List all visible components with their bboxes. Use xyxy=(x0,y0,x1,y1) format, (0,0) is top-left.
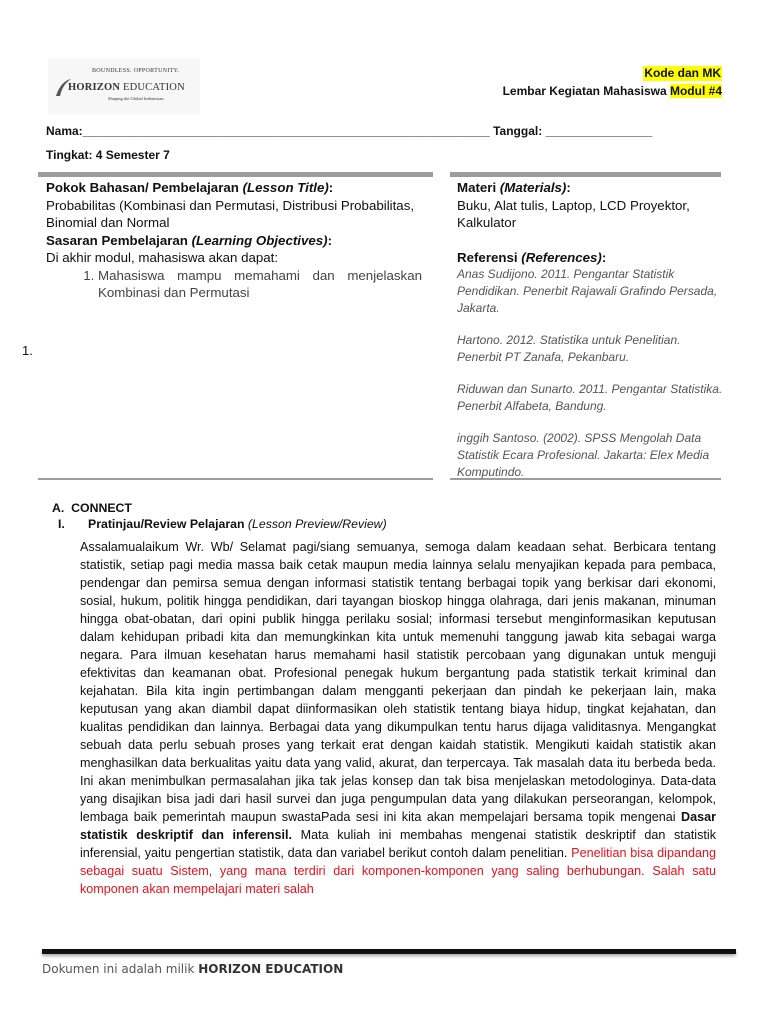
sasaran-intro: Di akhir modul, mahasiswa akan dapat: xyxy=(46,250,279,265)
footer-ownership: Dokumen ini adalah milik HORIZON EDUCATION xyxy=(42,962,344,976)
footer-divider xyxy=(42,949,736,954)
lesson-info xyxy=(46,179,422,302)
stray-list-number: 1. xyxy=(22,343,33,358)
materi-heading: Materi (Materials): xyxy=(457,180,571,195)
pokok-heading: Pokok Bahasan/ Pembelajaran (Lesson Title): xyxy=(46,180,334,195)
objective-item: 1. Mahasiswa mampu memahami dan menjelaskan Kombinasi dan Permutasi xyxy=(98,267,422,302)
left-top-bar xyxy=(38,172,433,177)
reference-item: Anas Sudijono. 2011. Pengantar Statistik Pendidikan. Penerbit Rajawali Grafindo Persada, Jakarta. xyxy=(457,267,718,315)
logo-brand: HORIZON EDUCATION xyxy=(68,82,185,93)
left-bottom-bar xyxy=(38,478,433,480)
logo-subline: Shaping the Global Indonesian xyxy=(108,96,164,101)
reference-item: Hartono. 2012. Statistika untuk Penelitian. Penerbit PT Zanafa, Pekanbaru. xyxy=(457,333,681,364)
pokok-text: Probabilitas (Kombinasi dan Permutasi, Distribusi Probabilitas, Binomial dan Normal xyxy=(46,197,415,230)
logo-tagline: BOUNDLESS. OPPORTUNITY. xyxy=(92,68,180,74)
sasaran-heading: Sasaran Pembelajaran (Learning Objectives): xyxy=(46,232,333,248)
kode-mk: Kode dan MK xyxy=(644,66,721,80)
highlighted-red-text: Penelitian bisa dipandang sebagai suatu Sistem, yang mana terdiri dari komponen-komponen yang saling berhubungan. Salah satu komponen akan mempelajari materi salah xyxy=(80,846,717,896)
materials-references xyxy=(457,179,725,496)
subsection-review-heading: I. Pratinjau/Review Pelajaran (Lesson Preview/Review) xyxy=(58,517,387,531)
reference-item: Riduwan dan Sunarto. 2011. Pengantar Statistika. Penerbit Alfabeta, Bandung. xyxy=(457,382,723,413)
modul-number: Modul #4 xyxy=(669,84,722,98)
referensi-heading: Referensi (References): xyxy=(457,249,607,265)
reference-list xyxy=(457,266,725,481)
right-top-bar xyxy=(450,172,721,177)
horizon-education-logo xyxy=(48,58,200,114)
materi-text: Buku, Alat tulis, Laptop, LCD Proyektor, Kalkulator xyxy=(457,197,690,230)
section-connect-heading: A. CONNECT xyxy=(52,501,132,515)
reference-item: inggih Santoso. (2002). SPSS Mengolah Data Statistik Ecara Profesional. Jakarta: Elex Media Komputindo. xyxy=(457,431,710,479)
review-paragraph: Assalamualaikum Wr. Wb/ Selamat pagi/siang semuanya, semoga dalam keadaan sehat. Berbicara tentang statistik, setiap pagi media massa baik cetak maupun media lainnya selalu menyajikan kepada para pembaca, pendengar dan pemirsa semua dengan informasi statistik tentang berbagai topik yang berkisar dari ekonomi, sosial, hukum, politik hingga pendidikan, dari tayangan bioskop hingga olahraga, dari jenis makanan, minuman hingga obat-obatan, dari opini publik hingga perilaku sosial; informasi tersebut menginformasikan keputusan dalam kehidupan pribadi kita dan memungkinkan kita untuk memenuhi tanggung jawab kita sebagai warga negara. Para ilmuan kesehatan harus memahami hasil statistik percobaan yang digunakan untuk menguji efektivitas dan keamanan obat. Profesional penegak hukum bergantung pada statistik terkait kriminal dan kejahatan. Bila kita ingin pertimbangan dalam mengganti pekerjaan dan pindah ke pekerjaan lain, maka keputusan yang akan diambil dapat diinformasikan oleh statistik tentang biaya hidup, tingkat kejahatan, dan kualitas pendidikan dan lainnya. Berbagai data yang dikumpulkan tentu harus dijaga validitasnya. Mengangkat sebuah data perlu sebuah proses yang terkait erat dengan kaidah statistik. Mengikuti kaidah statistik akan menghasilkan data berkualitas yaitu data yang valid, akurat, dan terpercaya. Tak masalah data itu berbeda beda. Ini akan menimbulkan permasalahan jika tak jelas konsep dan tak bisa menjelaskan metodologinya. Data-data yang disajikan bisa jadi dari hasil survei dan juga pengumpulan data yang dilakukan perseorangan, kelompok, lembaga baik pemerintah maupun swastaPada sesi ini kita akan mempelajari bersama topik mengenai Dasar statistik deskriptif dan inferensil. Mata kuliah ini membahas mengenai statistik deskriptif dan statistik inferensial, yaitu pengertian statistik, data dan variabel berikut contoh dalam penelitian. Penelitian bisa dipandang sebagai suatu Sistem, yang mana terdiri dari komponen-komponen yang saling berhubungan. Salah satu komponen akan mempelajari materi salah xyxy=(80,540,717,896)
tingkat-semester: Tingkat: 4 Semester 7 xyxy=(46,148,170,162)
lembar-title: Lembar Kegiatan Mahasiswa Modul #4 xyxy=(502,84,722,98)
objectives-list xyxy=(46,267,422,302)
nama-tanggal-line: Nama:_____________________________________________________________ Tanggal: ________________ xyxy=(46,124,653,138)
